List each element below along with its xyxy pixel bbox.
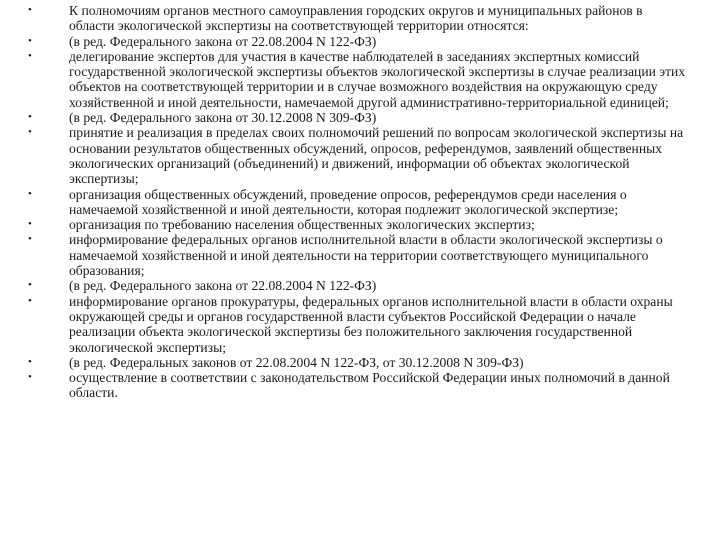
bullet-marker: • (28, 4, 32, 16)
list-item-text: (в ред. Федерального закона от 30.12.2008 N 309-ФЗ) (69, 110, 377, 126)
list-item (28, 294, 688, 355)
bullet-marker: • (28, 355, 32, 368)
list-item-text: делегирование экспертов для участия в качестве наблюдателей в заседаниях экспертных комиссий государственной экологической экспертизы объектов экологической экспертизы в случае реализации этих объектов на соответствующей территории и в случае возможного воздействия на окружающую среду хозяйственной и иной деятельности, намечаемой другой административно-территориальной единицей; (69, 48, 686, 110)
list-item (28, 110, 688, 125)
list-item-text: К полномочиям органов местного самоуправления городских округов и муниципальных районов в области экологической экспертизы на соответствующей территории относятся: (69, 3, 643, 34)
bullet-marker: • (28, 111, 32, 124)
list-item-text: (в ред. Федерального закона от 22.08.2004 N 122-ФЗ) (69, 278, 377, 294)
list-item (28, 232, 688, 278)
bullet-marker: • (28, 187, 32, 200)
list-item-text: информирование федеральных органов исполнительной власти в области экологической экспертизы о намечаемой хозяйственной и иной деятельности на территории соответствующего муниципального образования; (69, 232, 663, 279)
bullet-marker: • (28, 49, 32, 62)
list-item (28, 49, 688, 110)
bullet-marker: • (28, 371, 32, 384)
list-item-text: организация по требованию населения общественных экологических экспертиз; (69, 217, 535, 233)
list-item (28, 355, 688, 370)
bullet-marker: • (28, 279, 32, 292)
list-item (28, 217, 688, 232)
list-item-text: принятие и реализация в пределах своих полномочий решений по вопросам экологической экспертизы на основании результатов общественных обсуждений, опросов, референдумов, заявлений общественных экологических организаций (объединений) и движений, информации об объектах экологической экспертизы; (69, 125, 684, 187)
list-item (28, 278, 688, 293)
bullet-list (28, 3, 688, 401)
list-item-text: (в ред. Федерального закона от 22.08.2004 N 122-ФЗ) (69, 33, 377, 49)
list-item-text: осуществление в соответствии с законодательством Российской Федерации иных полномочий в данной области. (69, 370, 670, 401)
list-item (28, 34, 688, 49)
bullet-marker: • (28, 233, 32, 246)
bullet-marker: • (28, 126, 32, 139)
list-item (28, 370, 688, 401)
list-item-text: (в ред. Федеральных законов от 22.08.2004 N 122-ФЗ, от 30.12.2008 N 309-ФЗ) (69, 354, 524, 370)
bullet-marker: • (28, 218, 32, 231)
bullet-marker: • (28, 294, 32, 307)
list-item (28, 125, 688, 186)
list-item (28, 187, 688, 218)
list-item-text: организация общественных обсуждений, проведение опросов, референдумов среди населения о намечаемой хозяйственной и иной деятельности, которая подлежит экологической экспертизе; (69, 186, 627, 217)
list-item-text: информирование органов прокуратуры, федеральных органов исполнительной власти в области охраны окружающей среды и органов государственной власти субъектов Российской Федерации о начале реализации объекта экологической экспертизы без положительного заключения государственной экологической экспертизы; (69, 293, 673, 355)
bullet-marker: • (28, 34, 32, 47)
list-item (28, 3, 688, 34)
